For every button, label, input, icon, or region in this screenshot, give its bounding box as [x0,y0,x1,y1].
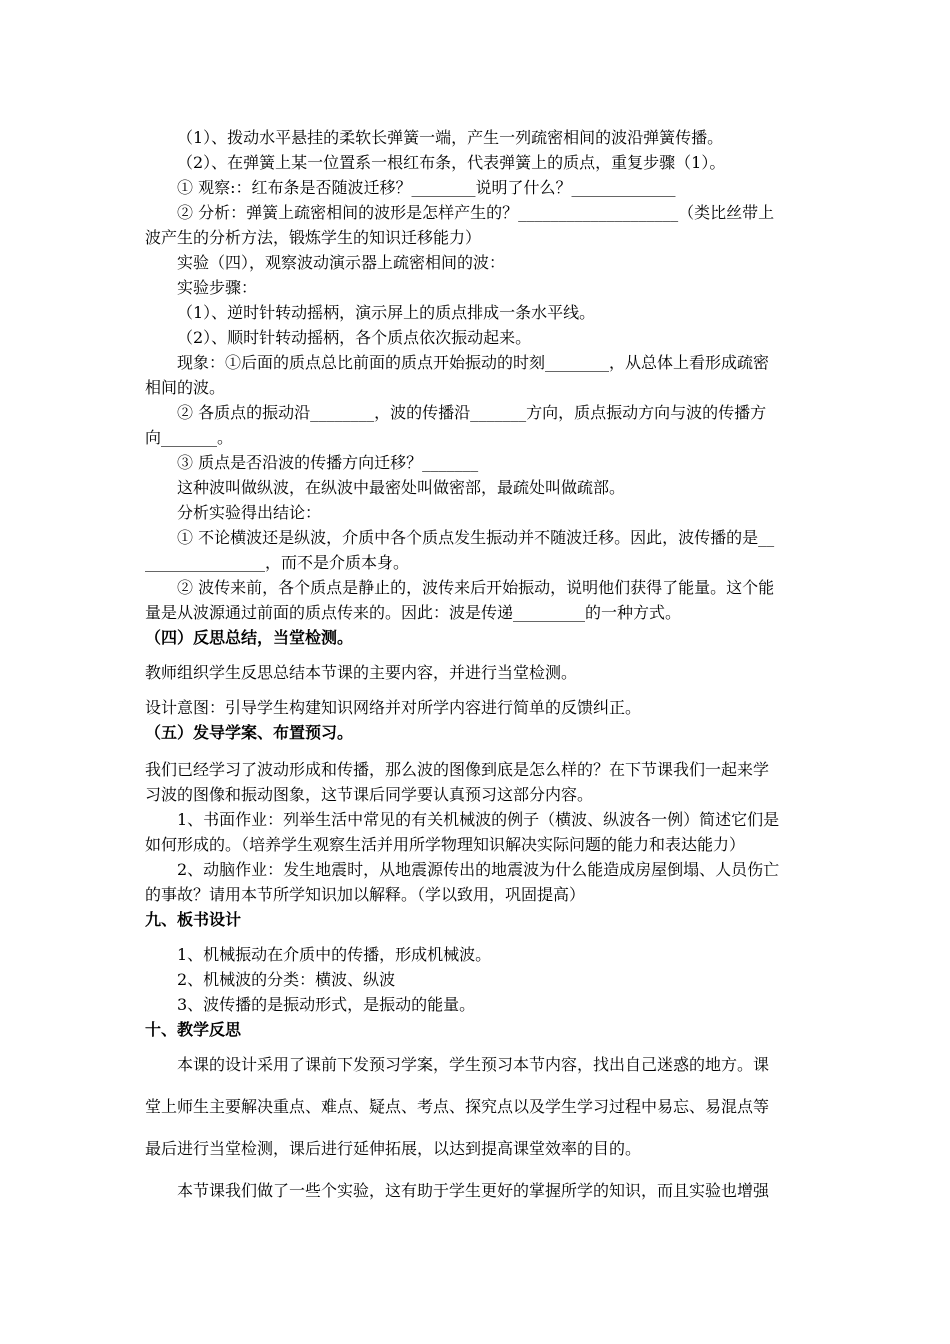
text-line: 教师组织学生反思总结本节课的主要内容，并进行当堂检测。 [145,663,578,682]
section-heading: （四）反思总结，当堂检测。 [145,628,354,647]
text-line: 向_______。 [145,428,234,447]
text-line: 这种波叫做纵波，在纵波中最密处叫做密部，最疏处叫做疏部。 [177,478,626,497]
text-line: 分析实验得出结论： [177,503,322,522]
text-line: ② 分析：弹簧上疏密相间的波形是怎样产生的？____________________（类比丝带上 [177,203,775,222]
text-line: 波产生的分析方法，锻炼学生的知识迁移能力） [145,228,482,247]
text-line: （2）、在弹簧上某一位置系一根红布条，代表弹簧上的质点，重复步骤（1）。 [177,153,726,172]
text-line: 的事故？请用本节所学知识加以解释。（学以致用，巩固提高） [145,885,586,904]
text-line: 1、书面作业：列举生活中常见的有关机械波的例子（横波、纵波各一例）简述它们是 [177,810,780,829]
text-line: 我们已经学习了波动形成和传播，那么波的图像到底是怎么样的？在下节课我们一起来学 [145,760,770,779]
section-heading: 十、教学反思 [145,1020,242,1039]
text-line: 最后进行当堂检测，课后进行延伸拓展，以达到提高课堂效率的目的。 [145,1139,642,1158]
text-line: ③ 质点是否沿波的传播方向迁移？_______ [177,453,479,472]
text-line: 习波的图像和振动图象，这节课后同学要认真预习这部分内容。 [145,785,594,804]
text-line: ① 不论横波还是纵波，介质中各个质点发生振动并不随波迁移。因此，波传播的是__ [177,528,775,547]
text-line: 如何形成的。（培养学生观察生活并用所学物理知识解决实际问题的能力和表达能力） [145,835,746,854]
text-line: （2）、顺时针转动摇柄，各个质点依次振动起来。 [177,328,532,347]
text-line: 3、波传播的是振动形式，是振动的能量。 [177,995,476,1014]
section-heading: 九、板书设计 [145,910,242,929]
text-line: 堂上师生主要解决重点、难点、疑点、考点、探究点以及学生学习过程中易忘、易混点等 [145,1097,770,1116]
text-line: 本节课我们做了一些个实验，这有助于学生更好的掌握所学的知识，而且实验也增强 [177,1181,770,1200]
text-line: 本课的设计采用了课前下发预习学案，学生预习本节内容，找出自己迷惑的地方。课 [177,1055,770,1074]
text-line: 相间的波。 [145,378,226,397]
text-line: 量是从波源通过前面的质点传来的。因此：波是传递_________的一种方式。 [145,603,682,622]
text-line: ① 观察:：红布条是否随波迁移？________说明了什么？_____________ [177,178,676,197]
text-line: 现象：①后面的质点总比前面的质点开始振动的时刻________，从总体上看形成疏密 [177,353,770,372]
section-heading: （五）发导学案、布置预习。 [145,723,354,742]
text-line: 实验（四），观察波动演示器上疏密相间的波： [177,253,506,272]
text-line: 设计意图：引导学生构建知识网络并对所学内容进行简单的反馈纠正。 [145,698,642,717]
text-line: 实验步骤： [177,278,258,297]
text-line: 2、动脑作业：发生地震时，从地震源传出的地震波为什么能造成房屋倒塌、人员伤亡 [177,860,780,879]
text-line: （1）、逆时针转动摇柄，演示屏上的质点排成一条水平线。 [177,303,596,322]
text-line: ② 波传来前，各个质点是静止的，波传来后开始振动，说明他们获得了能量。这个能 [177,578,775,597]
text-line: _______________，而不是介质本身。 [145,553,410,572]
text-line: ② 各质点的振动沿________，波的传播沿_______方向，质点振动方向与波的传播方 [177,403,767,422]
text-line: （1）、拨动水平悬挂的柔软长弹簧一端，产生一列疏密相间的波沿弹簧传播。 [177,128,724,147]
text-line: 2、机械波的分类：横波、纵波 [177,970,396,989]
text-line: 1、机械振动在介质中的传播，形成机械波。 [177,945,492,964]
